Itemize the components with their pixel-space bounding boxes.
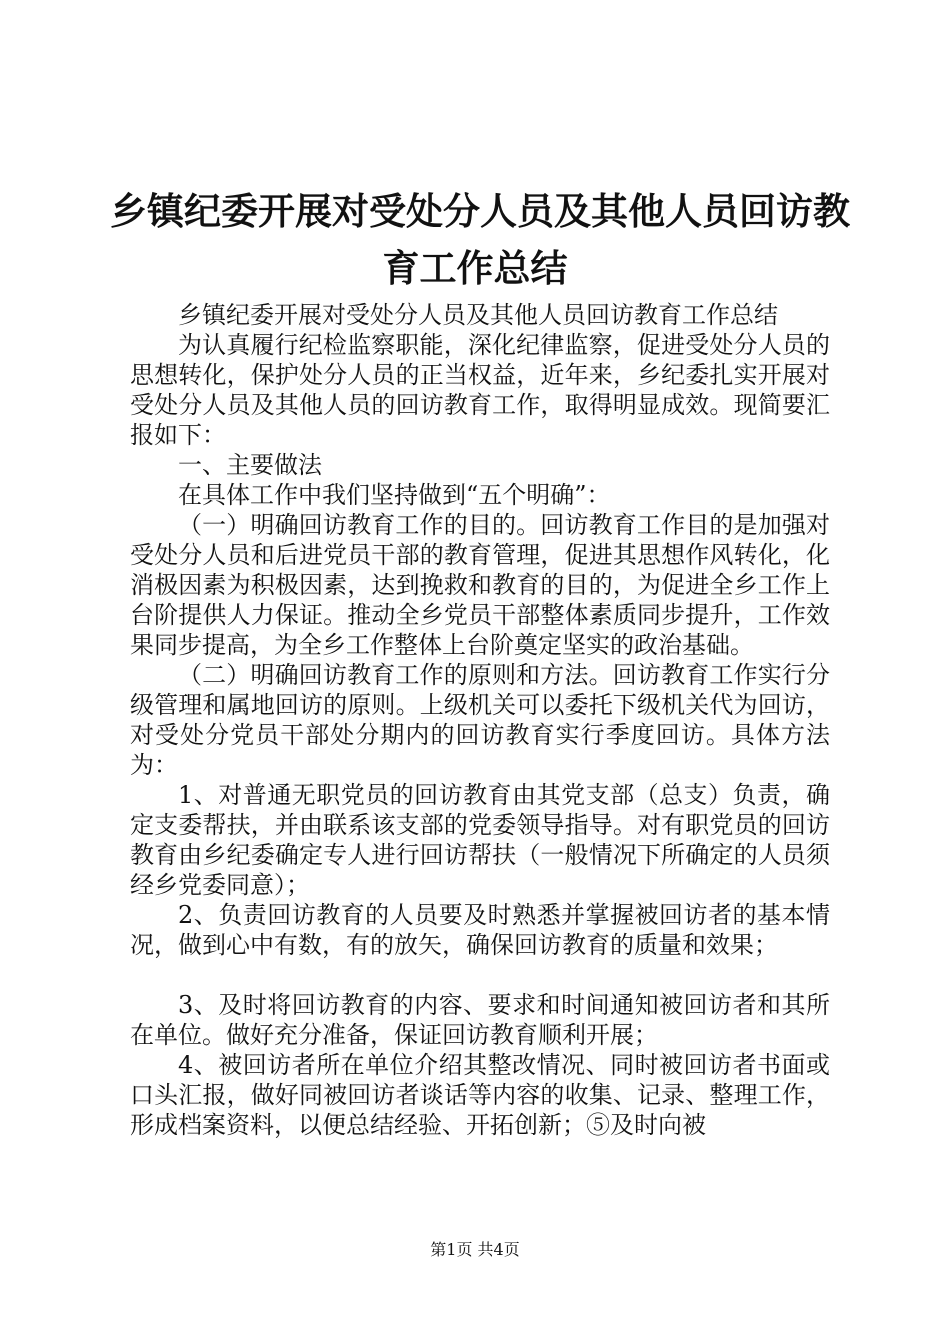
section-heading-main-practices: 一、主要做法	[178, 451, 322, 479]
paragraph-purpose: （一）明确回访教育工作的目的。回访教育工作目的是加强对受处分人员和后进党员干部的教育管理，促进其思想作风转化，化消极因素为积极因素，达到挽救和教育的目的，为促进全乡工作上台阶提供人力保证。推动全乡党员干部整体素质同步提升，工作效果同步提高，为全乡工作整体上台阶奠定坚实的政治基础。	[130, 511, 830, 659]
blank-line	[130, 960, 830, 990]
paragraph-principles: （二）明确回访教育工作的原则和方法。回访教育工作实行分级管理和属地回访的原则。上级机关可以委托下级机关代为回访，对受处分党员干部处分期内的回访教育实行季度回访。具体方法为：	[130, 661, 830, 779]
document-title-line-2: 育工作总结	[382, 246, 568, 290]
document-title-line-1: 乡镇纪委开展对受处分人员及其他人员回访教	[110, 189, 850, 233]
paragraph-item-2: 2、负责回访教育的人员要及时熟悉并掌握被回访者的基本情况，做到心中有数，有的放矢，确保回访教育的质量和效果；	[130, 901, 830, 959]
page-footer: 第1页 共4页	[430, 1240, 520, 1259]
paragraph-five-clarities: 在具体工作中我们坚持做到“五个明确”：	[178, 481, 611, 509]
paragraph-intro: 为认真履行纪检监察职能，深化纪律监察，促进受处分人员的思想转化，保护处分人员的正当权益，近年来，乡纪委扎实开展对受处分人员及其他人员的回访教育工作，取得明显成效。现简要汇报如下：	[130, 331, 830, 449]
paragraph-item-4: 4、被回访者所在单位介绍其整改情况、同时被回访者书面或口头汇报，做好同被回访者谈话等内容的收集、记录、整理工作，形成档案资料，以便总结经验、开拓创新；⑤及时向被	[130, 1051, 830, 1139]
paragraph-item-1: 1、对普通无职党员的回访教育由其党支部（总支）负责，确定支委帮扶，并由联系该支部的党委领导指导。对有职党员的回访教育由乡纪委确定专人进行回访帮扶（一般情况下所确定的人员须经乡党委同意）；	[130, 781, 830, 899]
paragraph-subtitle: 乡镇纪委开展对受处分人员及其他人员回访教育工作总结	[178, 301, 778, 329]
document-body	[130, 300, 830, 1140]
paragraph-item-3: 3、及时将回访教育的内容、要求和时间通知被回访者和其所在单位。做好充分准备，保证回访教育顺利开展；	[130, 991, 830, 1049]
